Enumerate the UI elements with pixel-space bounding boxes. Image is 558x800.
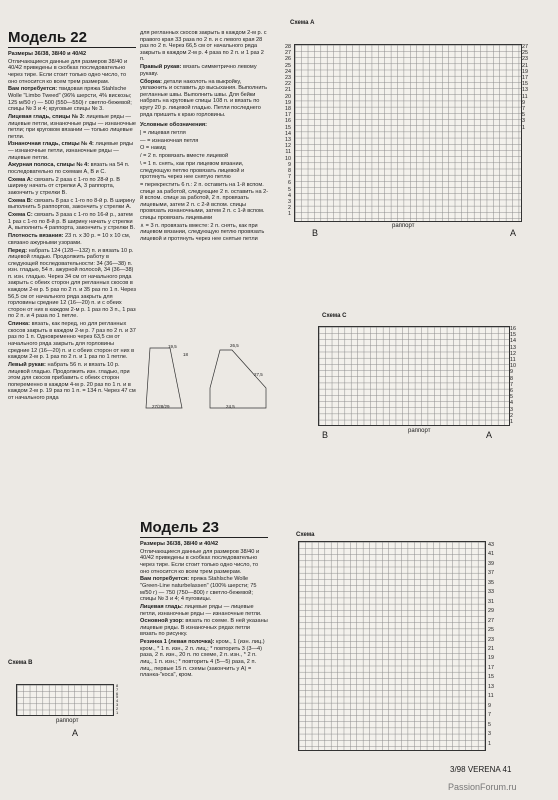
row-number: 17	[285, 112, 291, 119]
row-number: 5	[522, 112, 525, 119]
model22-sizes: Размеры 36/38, 38/40 и 40/42	[8, 51, 87, 57]
back-text: набрать 124 (128—132) п. и вязать 10 р. лицевой гладью. Продолжить работу в следующей последовательности: 34 (36—38) п. изн. гладью, 54 п. ажурной полосой, 34 (36—38) п. изн. гладью. Через 34 см от начального ряда закрыть с обеих сторон для регланных скосов в каждом 2-м р. 5 раз по 2 п. и 35 раз по 1 п. Через 56,5 см от начального ряда закрыть для горловины средние 12 (16—20) п. и с обеих сторон от них в каждом 2-м р. 1 раз по 3 п., 1 раз по 2 п. и 4 раза по 1 петле.	[8, 247, 136, 320]
row-number: 5	[288, 186, 291, 193]
purl-heading: Изнаночная гладь, спицы № 4:	[8, 141, 94, 148]
materials-text: твидовая пряжа Stahlsche Wolle "Limbo Tweed" (96% шерсти, 4% вискозы; 125 м/50 г) — 500 (550—550) г светло-бежевой; спицы № 3 и 4; круговые спицы № 3.	[8, 86, 132, 113]
row-number: 27	[522, 44, 528, 50]
schemeC-row-numbers	[510, 326, 524, 425]
schematic-label: 24,5	[226, 404, 235, 409]
lsleeve-heading: Левый рукав:	[8, 361, 46, 368]
row-number: 31	[488, 598, 494, 605]
rsleeve-heading: Правый рукав:	[140, 64, 182, 71]
row-number: 16	[510, 326, 516, 332]
schemeB-grid	[16, 684, 114, 716]
schemeB-label: Схема В	[8, 660, 33, 666]
row-number: 29	[488, 608, 494, 615]
row-number: 15	[522, 81, 528, 88]
schematic-label: 26,5	[230, 343, 239, 348]
row-number: 10	[285, 155, 291, 162]
row-number: 37	[488, 570, 494, 577]
row-number: 7	[288, 174, 291, 181]
magazine-name: VERENA	[467, 765, 501, 774]
m23-face-text: лицевые ряды — лицевые петли, изнаночные ряды — изнаночные петли.	[140, 603, 262, 617]
model23-intro: Отличающиеся данные для размеров 38/40 и 40/42 приведены в скобках последовательно через тире. Если стоит только одно число, то оно относится ко всем трем размерам.	[140, 548, 260, 575]
row-number: 11	[488, 693, 494, 700]
m23-face-heading: Лицевая гладь:	[140, 603, 183, 610]
back-heading: Перед:	[8, 247, 28, 254]
row-number: 3	[488, 731, 491, 738]
face-text: лицевые ряды — лицевые петли, изнаночные ряды — изнаночные петли; при круговом вязании — только лицевые петли.	[8, 113, 137, 140]
legend-heading: Условные обозначения:	[140, 122, 208, 129]
page-number: 41	[502, 765, 512, 774]
schematic-label: 18	[183, 352, 189, 357]
scheme23-row-numbers	[488, 541, 502, 749]
schematic-label: 27/28/29	[152, 404, 170, 409]
row-number: 28	[285, 44, 291, 50]
row-number: 5	[488, 721, 491, 728]
schemeB-heading: Схема В:	[8, 197, 33, 204]
row-number: 19	[488, 655, 494, 662]
row-number: 20	[285, 93, 291, 100]
model22-column-2	[140, 30, 270, 244]
schematic-label: 19,5	[168, 344, 177, 349]
issue-number: 3/98	[450, 765, 466, 774]
row-number: 15	[510, 332, 516, 339]
row-number: 1	[510, 419, 513, 426]
row-number: 25	[488, 627, 494, 634]
row-number: 14	[285, 130, 291, 137]
row-number: 4	[288, 192, 291, 199]
row-number: 6	[510, 388, 513, 395]
schemeC-heading: Схема С:	[8, 212, 33, 219]
legend-item: = перекрестить 6 п.: 2 п. оставить на 1-й вспом. спице за работой, следующие 2 п. оставить на 2-й вспом. спице за работой, 2 п. провязать лицевыми, затем 2 п. с 2-й вспом. спицы провязать изнаночными, затем 2 п. с 1-й вспом. спицы провязать лицевыми	[140, 181, 269, 221]
m23-main-heading: Основной узор:	[140, 618, 184, 625]
legend-item: ∧ = 3 п. провязать вместе: 2 п. снять, как при лицевом вязании, следующую петлю провязать лицевой и протянуть через нее снятые петли	[140, 222, 265, 242]
row-number: 21	[488, 645, 494, 652]
schemeC-label: Схема С	[322, 313, 347, 319]
row-number: 24	[285, 68, 291, 75]
row-number: 6	[288, 180, 291, 187]
schemeA-row-numbers-right	[522, 44, 536, 131]
schemeA-row-numbers-left	[274, 44, 291, 218]
row-number: 17	[488, 664, 494, 671]
row-number: 22	[285, 81, 291, 88]
row-number: 2	[510, 412, 513, 419]
row-number: 4	[510, 400, 513, 407]
m23-materials-heading: Вам потребуется:	[140, 576, 190, 583]
row-number: 12	[285, 143, 291, 150]
row-number: 9	[522, 99, 525, 106]
row-number: 41	[488, 551, 494, 558]
m23-rib-heading: Резинка 1 (левая полочка):	[140, 639, 215, 646]
schemeC-rapport: раппорт	[408, 428, 431, 434]
schemeA-rapport: раппорт	[392, 223, 415, 229]
scheme23-label: Схема	[296, 532, 315, 538]
assembly-text: детали наколоть на выкройку, увлажнить и оставить до высыхания. Выполнить регланные швы. Выполнить швы. Для бейки набрать на круговые спицы 108 п. и вязать по кругу 20 р. лицевой гладью. Петли последнего ряда пришить к краю горловины.	[140, 78, 267, 118]
row-number: 19	[522, 68, 528, 75]
face-heading: Лицевая гладь, спицы № 3:	[8, 113, 85, 120]
schemeB-row-numbers	[116, 684, 128, 714]
schematic-label: 27,5	[254, 372, 263, 377]
row-number: 11	[285, 149, 291, 156]
row-number: 39	[488, 560, 494, 567]
row-number: 13	[522, 87, 528, 94]
row-number: 27	[488, 617, 494, 624]
row-number: 5	[116, 694, 119, 700]
density-text: 23 п. x 30 р. = 10 x 10 см, связано ажурными узорами.	[8, 233, 131, 246]
row-number: 15	[285, 124, 291, 131]
scheme23-grid	[298, 541, 486, 751]
row-number: 9	[510, 369, 513, 376]
purl-text: лицевые ряды — изнаночные петли, изнаночные ряды — лицевые петли.	[8, 141, 134, 161]
legend-item: O = накид	[140, 145, 166, 152]
schemeA-label: Схема А	[290, 20, 315, 26]
row-number: 7	[522, 106, 525, 113]
row-number: 23	[522, 56, 528, 63]
row-number: 13	[285, 137, 291, 144]
m23-rib-text: кром., 1 (изн. лиц.) кром., * 1 п. изн., 2 п. лиц.; * повторить 3 (3—4) раза, 2 п. изн., 20 п. по схеме, 2 п. изн., * 2 п. лиц., 1 п. изн.; * повторить 4 (5—5) раза, 2 п. лиц., первые 15 п. схемы (закончить у А) = планка-"коса", кром.	[140, 639, 265, 679]
front-heading: Спинка:	[8, 321, 31, 328]
watermark: PassionForum.ru	[448, 782, 517, 792]
row-number: 8	[116, 683, 119, 688]
row-number: 11	[522, 93, 528, 100]
density-heading: Плотность вязания:	[8, 233, 64, 240]
row-number: 15	[488, 674, 494, 681]
row-number: 7	[510, 381, 513, 388]
row-number: 21	[285, 87, 291, 94]
row-number: 4	[116, 698, 119, 704]
model23-column	[140, 520, 268, 680]
schemeB-arrow-A: A	[72, 728, 79, 738]
schemeA-arrow-B: B	[312, 228, 319, 238]
row-number: 13	[510, 344, 516, 351]
row-number: 12	[510, 350, 516, 357]
model22-title: Модель 22	[8, 30, 136, 48]
row-number: 27	[285, 50, 291, 57]
row-number: 18	[285, 106, 291, 113]
row-number: 14	[510, 338, 516, 345]
row-number: 5	[510, 394, 513, 401]
lace-text: вязать на 54 п. последовательно по схемам А, В и С.	[8, 162, 130, 176]
schemeB-rapport: раппорт	[56, 718, 79, 724]
col2-continuation: для регланных скосов закрыть в каждом 2-м р. с правого края 33 раза по 2 п. и с левого края 28 раз по 2 п. Через 66,5 см от начального ряда закрыть в каждом 2-м р. 4 раза по 2 п. и 1 раз 2 п.	[140, 30, 267, 63]
front-text: вязать, как перед, но для регланных скосов закрыть в каждом 2-м р. 7 раз по 2 п. и 37 раз по 1 п. Одновременно через 63,5 см от начального ряда закрыть для горловины средние 12 (16—20) п. и с обеих сторон от них в каждом 2-м р. 1 раз по 2 п. и 1 раз по 1 петле.	[8, 321, 136, 361]
row-number: 1	[116, 709, 119, 715]
row-number: 25	[522, 50, 528, 57]
row-number: 2	[288, 205, 291, 212]
row-number: 35	[488, 579, 494, 586]
lsleeve-text: набрать 56 п. и вязать 10 р. лицевой гладью. Продолжить изн. гладью, при этом для скосов прибавить с обеих сторон попеременно в каждом 4-м р. 20 раз по 1 п. и в каждом 2-м р. 19 раз по 1 п. = 134 п. Через 47 см от начального ряда	[8, 361, 136, 401]
row-number: 8	[510, 375, 513, 382]
row-number: 9	[288, 161, 291, 168]
row-number: 3	[116, 701, 119, 707]
assembly-heading: Сборка:	[140, 78, 163, 85]
row-number: 23	[285, 75, 291, 82]
schemeA-heading: Схема А:	[8, 176, 33, 183]
row-number: 8	[288, 168, 291, 175]
schemeA-arrow-A: A	[510, 228, 517, 238]
row-number: 10	[510, 363, 516, 370]
legend-item: \ = 1 п. снять, как при лицевом вязании, следующую петлю провязать лицевой и протянуть через нее снятую петлю	[140, 161, 245, 181]
schemeB-text: связать 8 раз с 1-го по 8-й р. В ширину выполнить 5 раппортов, закончить у стрелки А.	[8, 197, 136, 211]
row-number: 13	[488, 683, 494, 690]
row-number: 21	[522, 62, 528, 69]
m23-materials-text: пряжа Stahlsche Wolle "Green-Line naturbelassen" (100% шерсти; 75 м/50 г) — 750 (750—800) г светло-бежевой; спицы № 3 и 4; 4 пуговицы.	[140, 576, 257, 603]
row-number: 16	[285, 118, 291, 125]
row-number: 2	[116, 705, 119, 711]
m23-main-text: вязать по схеме. В ней указаны лицевые ряды. В изнаночных рядах петли вязать по рисунку.	[140, 618, 268, 638]
model22-intro: Отличающиеся данные для размеров 38/40 и 40/42 приведены в скобках последовательно через тире. Если стоит только одно число, то оно относится ко всем трем размерам.	[8, 58, 128, 85]
page-footer	[450, 765, 511, 774]
model23-sizes: Размеры 36/38, 38/40 и 40/42	[140, 541, 219, 547]
materials-heading: Вам потребуется:	[8, 86, 58, 93]
row-number: 1	[488, 740, 491, 747]
row-number: 7	[488, 712, 491, 719]
row-number: 33	[488, 589, 494, 596]
lace-heading: Ажурная полоса, спицы № 4:	[8, 162, 90, 169]
row-number: 9	[488, 702, 491, 709]
schemeC-grid	[318, 326, 510, 426]
row-number: 11	[510, 357, 516, 364]
row-number: 19	[285, 99, 291, 106]
legend-item: / = 2 п. провязать вместе лицевой	[140, 153, 229, 160]
legend-item: | = лицевая петля	[140, 129, 186, 136]
model23-title: Модель 23	[140, 520, 268, 538]
row-number: 25	[285, 62, 291, 69]
schemeC-arrow-B: B	[322, 430, 329, 440]
row-number: 6	[116, 690, 119, 696]
row-number: 1	[522, 124, 525, 131]
rsleeve-text: вязать симметрично левому рукаву.	[140, 64, 257, 77]
row-number: 23	[488, 636, 494, 643]
row-number: 3	[510, 406, 513, 413]
row-number: 3	[522, 118, 525, 125]
schemeA-grid	[294, 44, 522, 222]
row-number: 26	[285, 56, 291, 63]
row-number: 7	[116, 686, 119, 692]
schemeC-arrow-A: A	[486, 430, 493, 440]
model22-column	[8, 30, 136, 403]
row-number: 43	[488, 542, 494, 548]
legend-item: — = изнаночная петля	[140, 137, 199, 144]
schemeC-text: связать 3 раза с 1-го по 16-й р., затем 1 раз с 1-го по 8-й р. В ширину начать у стрелки А, выполнить 4 раппорта, закончить у стрелки В.	[8, 212, 135, 232]
schemeA-text: связать 2 раза с 1-го по 28-й р. В ширину начать от стрелки А, 3 раппорта, закончить у стрелки В.	[8, 176, 120, 196]
row-number: 17	[522, 75, 528, 82]
row-number: 1	[288, 211, 291, 218]
row-number: 3	[288, 199, 291, 206]
